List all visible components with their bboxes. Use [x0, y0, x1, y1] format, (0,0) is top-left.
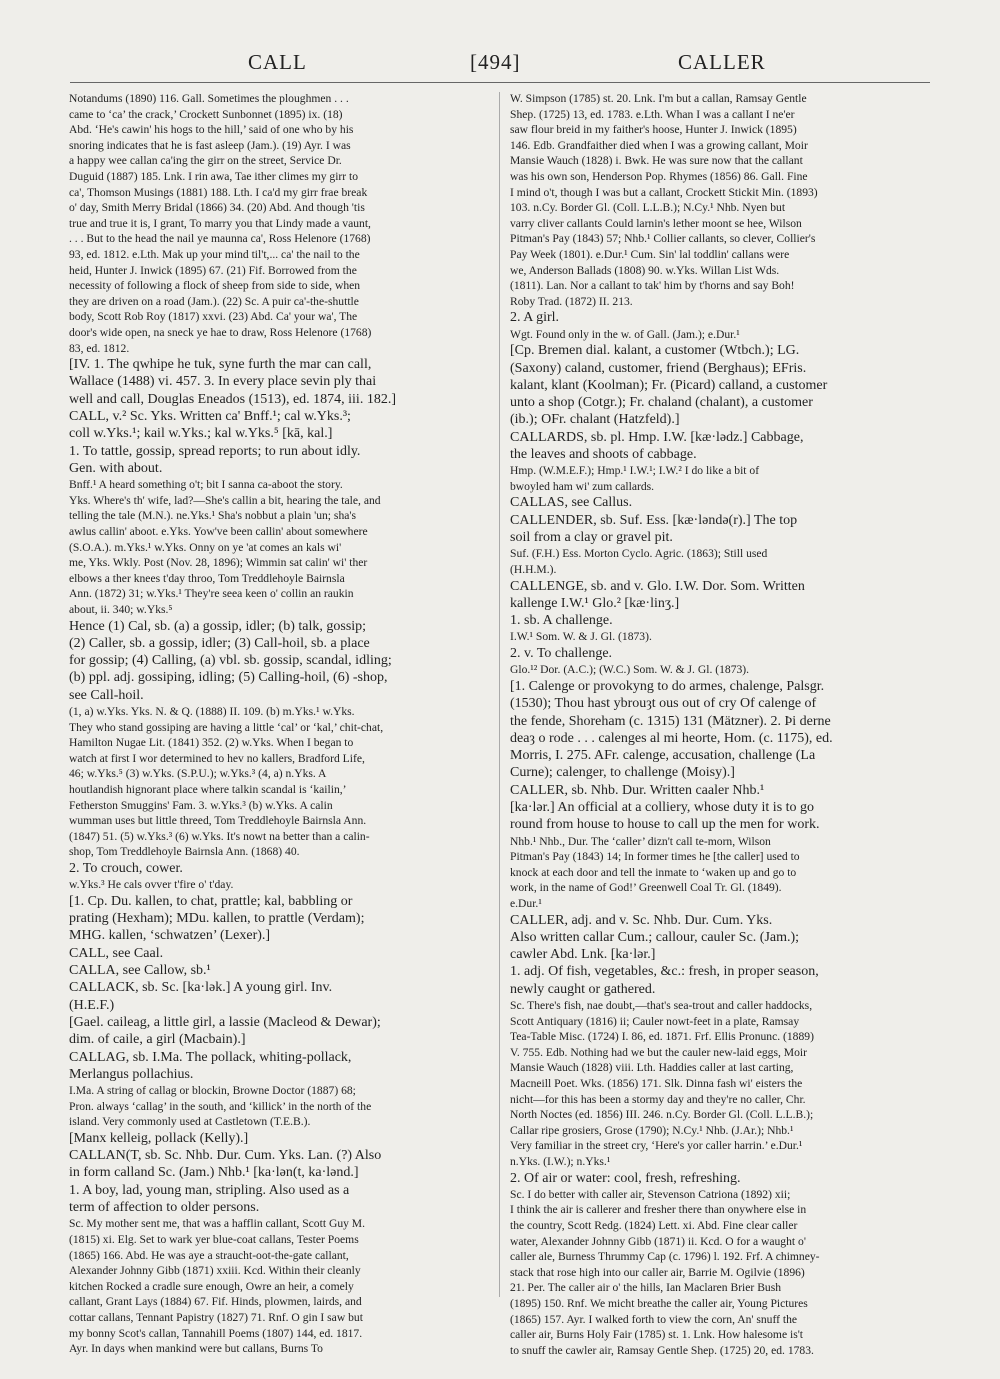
header-rule — [70, 82, 930, 83]
text-line: a happy wee callan ca'ing the girr on the street, Service Dr. — [69, 154, 342, 168]
text-line: (1530); Thou hast ybrouȝt ous out of cry Of calenge of — [510, 696, 817, 712]
text-line: ca', Thomson Musings (1881) 188. Lth. I ca'd my girr frae break — [69, 185, 368, 199]
text-line: elbows a ther knees t'day throo, Tom Treddlehoyle Bairnsla — [69, 571, 345, 585]
text-line: CALLACK, sb. Sc. [ka·lək.] A young girl. Inv. — [69, 980, 333, 996]
text-line: 1. adj. Of fish, vegetables, &c.: fresh, in proper season, — [510, 964, 819, 980]
text-line: watch at first I wor determined to hev no kallers, Bradford Life, — [69, 751, 365, 765]
text-line: saw flour breid in my faither's hoose, Hunter J. Inwick (1895) — [510, 123, 797, 137]
text-line: me, Yks. Wkly. Post (Nov. 28, 1896); Wimmin sat calin' wi' ther — [69, 556, 368, 570]
text-line: soil from a clay or gravel pit. — [510, 530, 673, 546]
text-line: kallenge I.W.¹ Glo.² [kæ·linʒ.] — [510, 595, 680, 611]
text-line: CALLAN(T, sb. Sc. Nhb. Dur. Cum. Yks. Lan. (?) Also — [69, 1148, 382, 1164]
text-line: varry cliver callants Could larnin's lether moont se hee, Wilson — [510, 216, 802, 230]
text-line: Wgt. Found only in the w. of Gall. (Jam.); e.Dur.¹ — [510, 327, 740, 341]
text-line: [1. Cp. Du. kallen, to chat, prattle; kal, babbling or — [69, 893, 353, 909]
text-line: was his own son, Henderson Pop. Rhymes (1856) 86. Gall. Fine — [510, 169, 808, 183]
text-line: [IV. 1. The qwhipe he tuk, syne furth the mar can call, — [69, 357, 372, 373]
text-line: Tea-Table Misc. (1724) I. 86, ed. 1871. Frf. Ellis Pronunc. (1889) — [510, 1030, 814, 1044]
text-line: necessity of following a flock of sheep from side to side, when — [69, 279, 361, 293]
text-line: North Noctes (ed. 1856) III. 246. n.Cy. Border Gl. (Coll. L.L.B.); — [510, 1108, 814, 1122]
text-line: (1865) 166. Abd. He was aye a straucht-oot-the-gate callant, — [69, 1248, 349, 1262]
text-line: term of affection to older persons. — [69, 1200, 260, 1216]
text-line: e.Dur.¹ — [510, 896, 542, 910]
text-line: shop, Tom Treddlehoyle Bairnsla Ann. (1868) 40. — [69, 845, 300, 859]
text-line: w.Yks.³ He cals ovver t'fire o' t'day. — [69, 878, 234, 892]
page-number: [494] — [470, 50, 521, 74]
text-line: 146. Edb. Grandfaither died when I was a growing callant, Moir — [510, 138, 808, 152]
text-line: I.Ma. A string of callag or blockin, Browne Doctor (1887) 68; — [69, 1084, 356, 1098]
running-head — [70, 50, 930, 80]
text-line: Duguid (1887) 185. Lnk. I rin awa, Tae ither climes my girr to — [69, 169, 359, 183]
text-line: (H.H.M.). — [510, 562, 557, 576]
text-line: Gen. with about. — [69, 460, 163, 476]
text-line: . . . But to the head the nail ye maunna ca', Ross Helenore (1768) — [69, 232, 371, 246]
text-line: CALLENDER, sb. Suf. Ess. [kæ·ləndə(r).] The top — [510, 512, 798, 528]
text-line: Hence (1) Cal, sb. (a) a gossip, idler; (b) talk, gossip; — [69, 618, 367, 634]
text-line: Pitman's Pay (1843) 14; In former times he [the caller] used to — [510, 850, 800, 864]
header-left-word: CALL — [248, 50, 307, 74]
text-line: the country, Scott Redg. (1824) Lett. xi. Abd. Fine clear caller — [510, 1219, 798, 1233]
text-line: W. Simpson (1785) st. 20. Lnk. I'm but a callan, Ramsay Gentle — [510, 92, 807, 105]
text-line: 2. v. To challenge. — [510, 646, 613, 662]
text-line: nicht—for this has been a stormy day and they're no caller, Chr. — [510, 1092, 806, 1106]
text-line: water, Alexander Johnny Gibb (1871) ii. Kcd. O for a waught o' — [510, 1234, 806, 1248]
text-line: I.W.¹ Som. W. & J. Gl. (1873). — [510, 630, 652, 644]
text-line: (S.O.A.). m.Yks.¹ w.Yks. Onny on ye 'at comes an kals wi' — [69, 540, 342, 554]
text-line: (1815) xi. Elg. Set to wark yer blue-coat callans, Tester Poems — [69, 1232, 359, 1246]
text-line: Alexander Johnny Gibb (1871) xxiii. Kcd. Within their cleanly — [69, 1264, 361, 1278]
text-line: Hmp. (W.M.E.F.); Hmp.¹ I.W.¹; I.W.² I do like a bit of — [510, 464, 760, 478]
text-line: (b) ppl. adj. gossiping, idling; (5) Calling-hoil, (6) -shop, — [69, 670, 388, 686]
text-line: I think the air is callerer and fresher there than onywhere else in — [510, 1203, 807, 1217]
text-line: Nhb.¹ Nhb., Dur. The ‘caller’ dizn't call te-morn, Wilson — [510, 834, 771, 848]
text-line: Abd. ‘He's cawin' his hogs to the hill,’ said of one who by his — [69, 123, 354, 137]
text-line: Notandums (1890) 116. Gall. Sometimes the ploughmen . . . — [69, 92, 349, 105]
text-line: Glo.¹² Dor. (A.C.); (W.C.) Som. W. & J. Gl. (1873). — [510, 663, 750, 677]
text-line: 1. To tattle, gossip, spread reports; to run about idly. — [69, 443, 361, 459]
text-line: CALLARDS, sb. pl. Hmp. I.W. [kæ·lədz.] Cabbage, — [510, 429, 804, 445]
text-line: (1895) 150. Rnf. We micht breathe the caller air, Young Pictures — [510, 1297, 808, 1311]
text-line: Hamilton Nugae Lit. (1841) 352. (2) w.Yks. When I began to — [69, 736, 354, 750]
text-line: the fende, Shoreham (c. 1315) 131 (Mätzner). 2. Þi derne — [510, 713, 831, 729]
text-line: n.Yks. (I.W.); n.Yks.¹ — [510, 1154, 611, 1168]
text-line: Pay Week (1801). e.Dur.¹ Cum. Sin' lal toddlin' callans were — [510, 247, 790, 261]
text-line: (H.E.F.) — [69, 997, 115, 1013]
text-line: snoring indicates that he is fast asleep (Jam.). (19) Ayr. I was — [69, 138, 351, 152]
text-line: (1847) 51. (5) w.Yks.³ (6) w.Yks. It's nowt na better than a calin- — [69, 829, 370, 843]
text-line: CALLA, see Callow, sb.¹ — [69, 963, 211, 979]
text-line: island. Very commonly used at Castletown (T.E.B.). — [69, 1115, 311, 1129]
text-line: (Saxony) caland, customer, friend (Berghaus); EFris. — [510, 360, 807, 376]
text-line: awlus callin' aboot. e.Yks. Yow've been callin' about somewhere — [69, 524, 368, 538]
text-line: Callar ripe grosiers, Grose (1790); N.Cy.¹ Nhb. (J.Ar.); Nhb.¹ — [510, 1123, 794, 1137]
text-line: Scott Antiquary (1816) ii; Cauler nowt-feet in a plate, Ramsay — [510, 1014, 800, 1028]
text-line: [1. Calenge or provokyng to do armes, chalenge, Palsgr. — [510, 678, 825, 694]
text-line: caller ale, Burness Thrummy Cap (c. 1796) l. 192. Frf. A chimney- — [510, 1250, 820, 1264]
text-line: kalant, klant (Koolman); Fr. (Picard) calland, a customer — [510, 377, 828, 393]
text-line: Very familiar in the street cry, ‘Here's yor caller harrin.’ e.Dur.¹ — [510, 1139, 803, 1153]
text-line: 1. sb. A challenge. — [510, 613, 613, 629]
text-line: CALL, see Caal. — [69, 945, 164, 961]
text-line: well and call, Douglas Eneados (1513), ed. 1874, iii. 182.] — [69, 391, 396, 407]
text-line: see Call-hoil. — [69, 687, 144, 703]
text-line: CALLER, sb. Nhb. Dur. Written caaler Nhb.¹ — [510, 782, 765, 798]
text-line: Ayr. In days when mankind were but callans, Burns To — [69, 1342, 323, 1356]
text-line: stack that rose high into our caller air, Barrie M. Ogilvie (1896) — [510, 1265, 805, 1279]
text-line: (1865) 157. Ayr. I walked forth to view the corn, An' snuff the — [510, 1312, 798, 1326]
text-line: my bonny Scot's callan, Tannahill Poems (1807) 144, ed. 1817. — [69, 1326, 363, 1340]
text-line: door's wide open, na sneck ye hae to draw, Ross Helenore (1768) — [69, 325, 372, 339]
text-line: kitchen Rocked a cradle sure enough, Owre an heir, a comely — [69, 1279, 354, 1293]
text-line: 46; w.Yks.⁵ (3) w.Yks. (S.P.U.); w.Yks.³ (4, a) n.Yks. A — [69, 767, 327, 781]
text-line: Bnff.¹ A heard something o't; bit I sanna ca-aboot the story. — [69, 478, 343, 492]
text-line: body, Scott Rob Roy (1817) xxvi. (23) Abd. Ca' your wa', The — [69, 310, 358, 324]
text-line: 2. To crouch, cower. — [69, 860, 183, 876]
text-line: Macneill Poet. Wks. (1856) 171. Slk. Dinna fash wi' eisters the — [510, 1077, 803, 1091]
text-line: the leaves and shoots of cabbage. — [510, 446, 697, 462]
text-line: Morris, I. 275. AFr. calenge, accusation, challenge (La — [510, 748, 816, 764]
text-line: [ka·lər.] An official at a colliery, whose duty it is to go — [510, 800, 815, 815]
text-line: dim. of caile, a girl (Macbain).] — [69, 1032, 246, 1048]
text-line: Roby Trad. (1872) II. 213. — [510, 294, 633, 308]
text-line: Wallace (1488) vi. 457. 3. In every place sevin ply thai — [69, 374, 377, 390]
text-line: we, Anderson Ballads (1808) 90. w.Yks. Willan List Wds. — [510, 263, 780, 277]
text-line: bwoyled ham wi' zum callards. — [510, 479, 655, 493]
text-line: prating (Hexham); MDu. kallen, to prattle (Verdam); — [69, 911, 365, 927]
text-line: CALLAG, sb. I.Ma. The pollack, whiting-pollack, — [69, 1049, 352, 1065]
text-line: [Manx kelleig, pollack (Kelly).] — [69, 1130, 249, 1146]
text-line: houtlandish hignorant place where talkin scandal is ‘kailin,’ — [69, 782, 347, 796]
text-line: Curne); calenger, to challenge (Moisy).] — [510, 765, 735, 781]
text-line: I mind o't, though I was but a callant, Crockett Stickit Min. (1893) — [510, 185, 818, 199]
text-line: (1, a) w.Yks. Yks. N. & Q. (1888) II. 109. (b) m.Yks.¹ w.Yks. — [69, 705, 355, 718]
text-line: They who stand gossiping are having a little ‘cal’ or ‘kal,’ chit-chat, — [69, 720, 384, 734]
text-line: true and true it is, I grant, To marry you that Lindy made a vaunt, — [69, 216, 371, 230]
text-line: Mansie Wauch (1828) i. Bwk. He was sure now that the callant — [510, 154, 803, 168]
text-line: (ib.); OFr. chalant (Hatzfeld).] — [510, 412, 680, 428]
text-line: to snuff the cawler air, Ramsay Gentle Shep. (1725) 20, ed. 1783. — [510, 1343, 814, 1357]
text-line: heid, Hunter J. Inwick (1895) 67. (21) Fif. Borrowed from the — [69, 263, 357, 277]
text-line: CALLER, adj. and v. Sc. Nhb. Dur. Cum. Yks. — [510, 912, 773, 928]
text-line: unto a shop (Cotgr.); Fr. chaland (chalant), a customer — [510, 395, 813, 411]
text-line: [Cp. Bremen dial. kalant, a customer (Wtbch.); LG. — [510, 343, 800, 359]
text-line: (1811). Lan. Nor a callant to tak' him by t'horns and say Boh! — [510, 279, 795, 293]
text-line: Merlangus pollachius. — [69, 1066, 194, 1082]
header-right-word: CALLER — [678, 50, 766, 74]
left-column — [69, 91, 483, 1356]
text-line: in form calland Sc. (Jam.) Nhb.¹ [ka·lən(t, ka·lənd.] — [69, 1165, 359, 1181]
text-line: Pron. always ‘callag’ in the south, and ‘killick’ in the north of the — [69, 1099, 372, 1113]
text-line: 1. A boy, lad, young man, stripling. Also used as a — [69, 1182, 350, 1198]
text-line: work, in the name of God!’ Greenwell Coal Tr. Gl. (1849). — [510, 881, 782, 895]
text-line: 21. Per. The caller air o' the hills, Ian Maclaren Brier Bush — [510, 1281, 782, 1295]
text-line: Shep. (1725) 13, ed. 1783. e.Lth. Whan I was a callant I ne'er — [510, 107, 795, 121]
text-line: about, ii. 340; w.Yks.⁵ — [69, 602, 173, 616]
text-line: 93, ed. 1812. e.Lth. Mak up your mind til't,... ca' the nail to the — [69, 247, 360, 261]
text-line: newly caught or gathered. — [510, 981, 656, 997]
text-line: Yks. Where's th' wife, lad?—She's callin a bit, hearing the tale, and — [69, 493, 381, 507]
text-line: Sc. I do better with caller air, Stevenson Catriona (1892) xii; — [510, 1187, 791, 1201]
text-line: CALLAS, see Callus. — [510, 495, 633, 511]
text-line: V. 755. Edb. Nothing had we but the cauler new-laid eggs, Moir — [510, 1045, 807, 1059]
text-line: round from house to house to call up the men for work. — [510, 817, 820, 833]
text-line: 2. Of air or water: cool, fresh, refreshing. — [510, 1170, 741, 1186]
text-line: Mansie Wauch (1828) viii. Lth. Haddies caller at last carting, — [510, 1061, 794, 1075]
text-line: CALL, v.² Sc. Yks. Written ca' Bnff.¹; cal w.Yks.³; — [69, 408, 351, 424]
text-line: Ann. (1872) 31; w.Yks.¹ They're seea keen o' collin an raukin — [69, 587, 354, 601]
text-line: 2. A girl. — [510, 310, 560, 326]
text-line: came to ‘ca’ the crack,’ Crockett Sunbonnet (1895) ix. (18) — [69, 107, 343, 121]
right-column — [510, 91, 924, 1357]
text-line: MHG. kallen, ‘schwatzen’ (Lexer).] — [69, 928, 271, 944]
text-line: 103. n.Cy. Border Gl. (Coll. L.L.B.); N.Cy.¹ Nhb. Nyen but — [510, 201, 786, 215]
column-divider — [499, 92, 500, 1297]
text-line: Pitman's Pay (1843) 57; Nhb.¹ Collier callants, so clever, Collier's — [510, 232, 816, 246]
text-line: CALLENGE, sb. and v. Glo. I.W. Dor. Som. Written — [510, 578, 805, 594]
text-line: [Gael. caileag, a little girl, a lassie (Macleod & Dewar); — [69, 1014, 381, 1030]
text-line: Also written callar Cum.; callour, cauler Sc. (Jam.); — [510, 929, 800, 945]
text-line: o' day, Smith Merry Bridal (1866) 34. (20) Abd. And though 'tis — [69, 201, 365, 215]
text-line: Fetherston Smuggins' Fam. 3. w.Yks.³ (b) w.Yks. A calin — [69, 798, 333, 812]
text-line: 83, ed. 1812. — [69, 341, 130, 355]
text-line: deaȝ o rode . . . calenges al mi heorte, Hom. (c. 1175), ed. — [510, 730, 833, 746]
text-line: wumman uses but little threed, Tom Treddlehoyle Bairnsla Ann. — [69, 814, 367, 828]
text-line: for gossip; (4) Calling, (a) vbl. sb. gossip, scandal, idling; — [69, 653, 392, 669]
text-line: (2) Caller, sb. a gossip, idler; (3) Call-hoil, sb. a place — [69, 635, 370, 651]
text-line: they are driven on a road (Jam.). (22) Sc. A puir ca'-the-shuttle — [69, 294, 359, 308]
text-line: callant, Grant Lays (1884) 67. Fif. Hinds, plowmen, lairds, and — [69, 1295, 362, 1309]
text-line: cawler Abd. Lnk. [ka·lər.] — [510, 947, 656, 963]
text-line: knock at each door and tell the inmate to ‘waken up and go to — [510, 865, 797, 879]
text-line: telling the tale (M.N.). ne.Yks.¹ Sha's nobbut a plain 'un; sha's — [69, 509, 356, 523]
text-line: Sc. My mother sent me, that was a hafflin callant, Scott Guy M. — [69, 1217, 366, 1231]
text-line: coll w.Yks.¹; kail w.Yks.; kal w.Yks.⁵ [kā, kal.] — [69, 426, 333, 442]
text-line: caller air, Burns Holy Fair (1785) st. 1. Lnk. How halesome is't — [510, 1328, 804, 1342]
text-line: cottar callans, Tennant Papistry (1827) 71. Rnf. O gin I saw but — [69, 1310, 363, 1324]
text-line: Sc. There's fish, nae doubt,—that's sea-trout and caller haddocks, — [510, 999, 813, 1013]
text-line: Suf. (F.H.) Ess. Morton Cyclo. Agric. (1863); Still used — [510, 547, 768, 561]
